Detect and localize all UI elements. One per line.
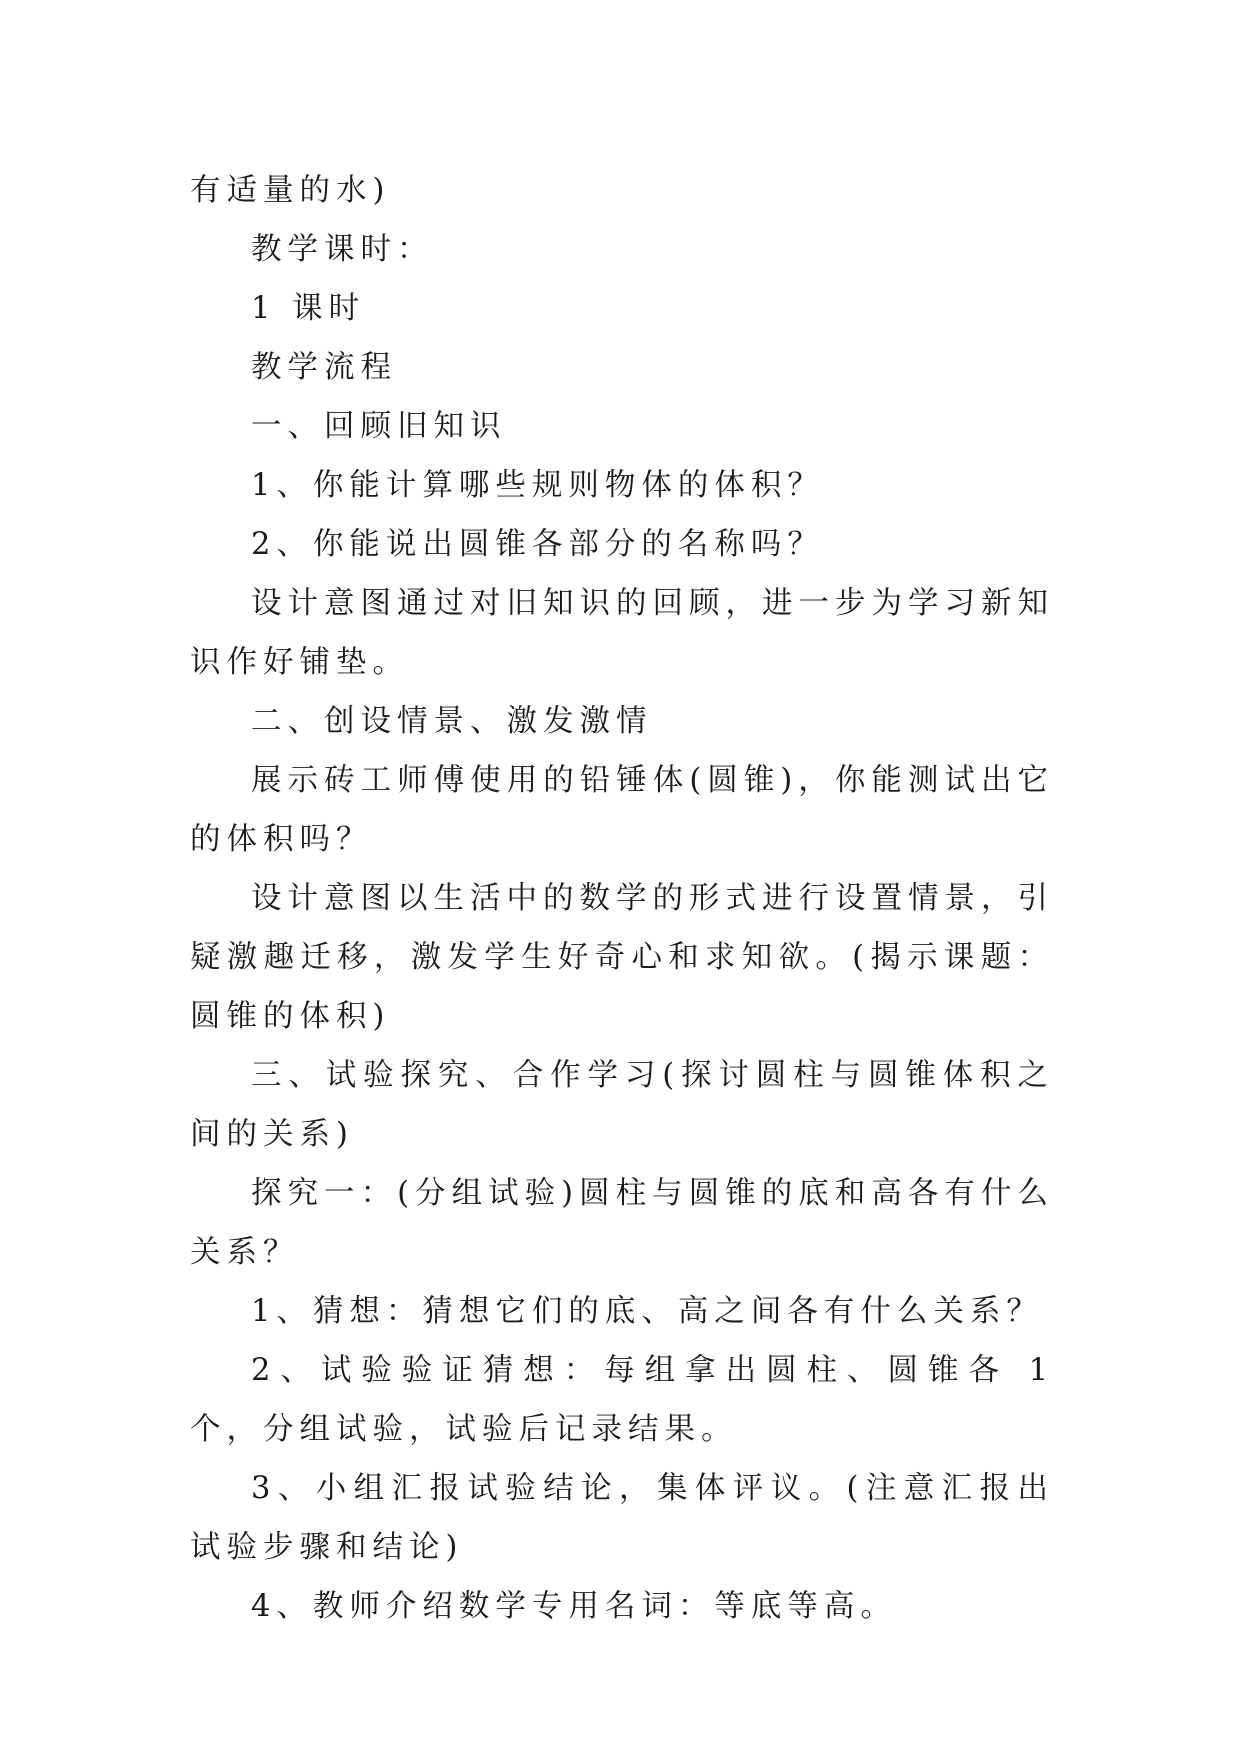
list-item-review-1: 1、你能计算哪些规则物体的体积？ (251, 468, 824, 503)
paragraph-design-intent-1: 设计意图通过对旧知识的回顾，进一步为学习新知识作好铺垫。 (190, 586, 1054, 680)
list-item-exploration-1: 1、猜想：猜想它们的底、高之间各有什么关系？ (251, 1294, 1043, 1329)
paragraph-scenario-question: 展示砖工师傅使用的铅锤体(圆锥)，你能测试出它的体积吗？ (190, 763, 1054, 857)
section-heading-scenario: 二、创设情景、激发激情 (251, 704, 653, 739)
section-heading-experiment: 三、试验探究、合作学习(探讨圆柱与圆锥体积之间的关系) (190, 1058, 1054, 1152)
paragraph-teaching-process-heading: 教学流程 (251, 350, 397, 385)
list-item-exploration-2: 2、试验验证猜想：每组拿出圆柱、圆锥各 1 个，分组试验，试验后记录结果。 (190, 1353, 1054, 1447)
paragraph-design-intent-2: 设计意图以生活中的数学的形式进行设置情景，引疑激趣迁移，激发学生好奇心和求知欲。(揭示课题：圆锥的体积) (190, 881, 1054, 1034)
paragraph-lesson-hours-label: 教学课时： (251, 232, 434, 267)
list-item-exploration-4: 4、教师介绍数学专用名词：等底等高。 (251, 1589, 897, 1624)
list-item-review-2: 2、你能说出圆锥各部分的名称吗？ (251, 527, 824, 562)
section-heading-review: 一、回顾旧知识 (251, 409, 507, 444)
paragraph-exploration-1: 探究一：(分组试验)圆柱与圆锥的底和高各有什么关系？ (190, 1176, 1054, 1270)
list-item-exploration-3: 3、小组汇报试验结论，集体评议。(注意汇报出试验步骤和结论) (190, 1471, 1054, 1565)
paragraph-continuation: 有适量的水) (190, 173, 391, 208)
document-body (190, 161, 1054, 1636)
paragraph-lesson-hours-value: 1 课时 (251, 291, 366, 326)
